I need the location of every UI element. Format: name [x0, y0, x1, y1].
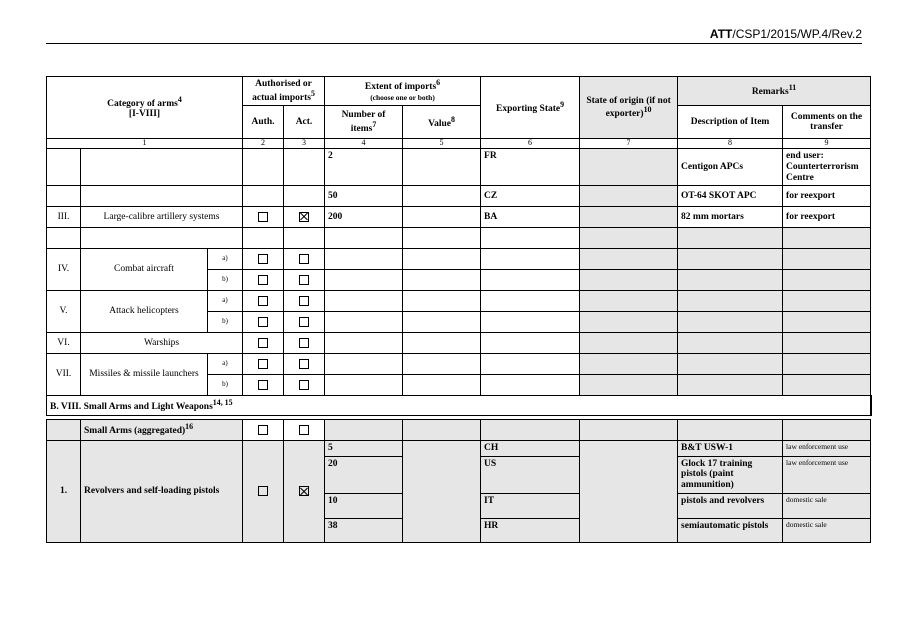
item-name: Revolvers and self-loading pistols: [81, 441, 243, 543]
state-cell: IT: [481, 493, 580, 518]
header-number-of-items: Number of items$^7$: [325, 106, 403, 139]
section-b-title: B. VIII. Small Arms and Light Weapons$^{14, 15}$: [47, 396, 871, 416]
act-checkbox[interactable]: [299, 425, 309, 435]
act-checkbox[interactable]: [299, 317, 309, 327]
header-rule: [46, 43, 862, 44]
auth-checkbox[interactable]: [258, 338, 268, 348]
col-number-3: 3: [284, 139, 325, 149]
description-cell: Glock 17 training pistols (paint ammunition): [678, 456, 783, 493]
header-act: Act.: [284, 106, 325, 139]
table-row: [47, 420, 871, 441]
table-row: [47, 441, 871, 457]
table-row: [47, 207, 871, 228]
document-reference: ATT/CSP1/2015/WP.4/Rev.2: [709, 27, 862, 41]
description-cell: semiautomatic pistols: [678, 518, 783, 542]
comments-cell: law enforcement use: [783, 441, 871, 457]
table-row: [47, 186, 871, 207]
act-checkbox-checked[interactable]: [299, 212, 309, 222]
auth-checkbox[interactable]: [258, 212, 268, 222]
number-cell: 38: [325, 518, 403, 542]
subcategory-b: b): [208, 375, 243, 396]
col-number-1: 1: [47, 139, 243, 149]
act-checkbox-checked[interactable]: [299, 486, 309, 496]
category-roman: V.: [47, 291, 81, 333]
number-cell: 5: [325, 441, 403, 457]
description-cell: B&T USW-1: [678, 441, 783, 457]
col-number-7: 7: [580, 139, 678, 149]
number-cell: 10: [325, 493, 403, 518]
subcategory-b: b): [208, 312, 243, 333]
category-name: Combat aircraft: [81, 249, 208, 291]
header-authorised: Authorised or actual imports$^5$: [243, 77, 325, 106]
auth-checkbox[interactable]: [258, 380, 268, 390]
category-name: Large-calibre artillery systems: [81, 207, 243, 228]
act-checkbox[interactable]: [299, 296, 309, 306]
header-exporting-state: Exporting State$^9$: [481, 77, 580, 139]
header-auth: Auth.: [243, 106, 284, 139]
col-number-4: 4: [325, 139, 403, 149]
act-checkbox[interactable]: [299, 359, 309, 369]
table-row: [47, 149, 871, 186]
comments-cell: domestic sale: [783, 518, 871, 542]
table-row: [47, 228, 871, 249]
col-number-6: 6: [481, 139, 580, 149]
number-cell: 2: [325, 149, 403, 186]
header-category: Category of arms$^4$ [I-VIII]: [47, 77, 243, 139]
category-name: Missiles & missile launchers: [81, 354, 208, 396]
category-roman: VII.: [47, 354, 81, 396]
header-extent: Extent of imports$^6$ (choose one or both): [325, 77, 481, 106]
state-cell: CZ: [481, 186, 580, 207]
comments-cell: for reexport: [783, 186, 871, 207]
state-cell: BA: [481, 207, 580, 228]
description-cell: Centigon APCs: [678, 149, 783, 186]
table-row: [47, 291, 871, 312]
col-number-8: 8: [678, 139, 783, 149]
subcategory-a: a): [208, 249, 243, 270]
description-cell: OT-64 SKOT APC: [678, 186, 783, 207]
category-name: Attack helicopters: [81, 291, 208, 333]
number-cell: 20: [325, 456, 403, 493]
auth-checkbox[interactable]: [258, 317, 268, 327]
header-description: Description of Item: [678, 106, 783, 139]
auth-checkbox[interactable]: [258, 486, 268, 496]
state-cell: US: [481, 456, 580, 493]
subcategory-a: a): [208, 291, 243, 312]
comments-cell: domestic sale: [783, 493, 871, 518]
category-roman: VI.: [47, 333, 81, 354]
col-number-5: 5: [403, 139, 481, 149]
auth-checkbox[interactable]: [258, 296, 268, 306]
act-checkbox[interactable]: [299, 338, 309, 348]
auth-checkbox[interactable]: [258, 275, 268, 285]
header-state-of-origin: State of origin (if not exporter)$^{10}$: [580, 77, 678, 139]
state-cell: HR: [481, 518, 580, 542]
imports-report-table: [46, 76, 872, 543]
header-remarks: Remarks$^{11}$: [678, 77, 871, 106]
act-checkbox[interactable]: [299, 380, 309, 390]
number-cell: 50: [325, 186, 403, 207]
table-row: [47, 249, 871, 270]
description-cell: 82 mm mortars: [678, 207, 783, 228]
col-number-9: 9: [783, 139, 871, 149]
auth-checkbox[interactable]: [258, 254, 268, 264]
state-cell: CH: [481, 441, 580, 457]
act-checkbox[interactable]: [299, 275, 309, 285]
number-cell: 200: [325, 207, 403, 228]
header-value: Value$^8$: [403, 106, 481, 139]
comments-cell: for reexport: [783, 207, 871, 228]
subcategory-a: a): [208, 354, 243, 375]
category-name: Warships: [81, 333, 243, 354]
col-number-2: 2: [243, 139, 284, 149]
header-comments: Comments on the transfer: [783, 106, 871, 139]
table-row: [47, 354, 871, 375]
state-cell: FR: [481, 149, 580, 186]
auth-checkbox[interactable]: [258, 359, 268, 369]
comments-cell: law enforcement use: [783, 456, 871, 493]
category-roman: IV.: [47, 249, 81, 291]
item-number: 1.: [47, 441, 81, 543]
auth-checkbox[interactable]: [258, 425, 268, 435]
subcategory-b: b): [208, 270, 243, 291]
comments-cell: end user: Counterterrorism Centre: [783, 149, 871, 186]
section-heading-row: [47, 396, 871, 416]
act-checkbox[interactable]: [299, 254, 309, 264]
table-row: [47, 333, 871, 354]
small-arms-aggregated: Small Arms (aggregated)$^{16}$: [81, 420, 243, 441]
category-roman: III.: [47, 207, 81, 228]
description-cell: pistols and revolvers: [678, 493, 783, 518]
